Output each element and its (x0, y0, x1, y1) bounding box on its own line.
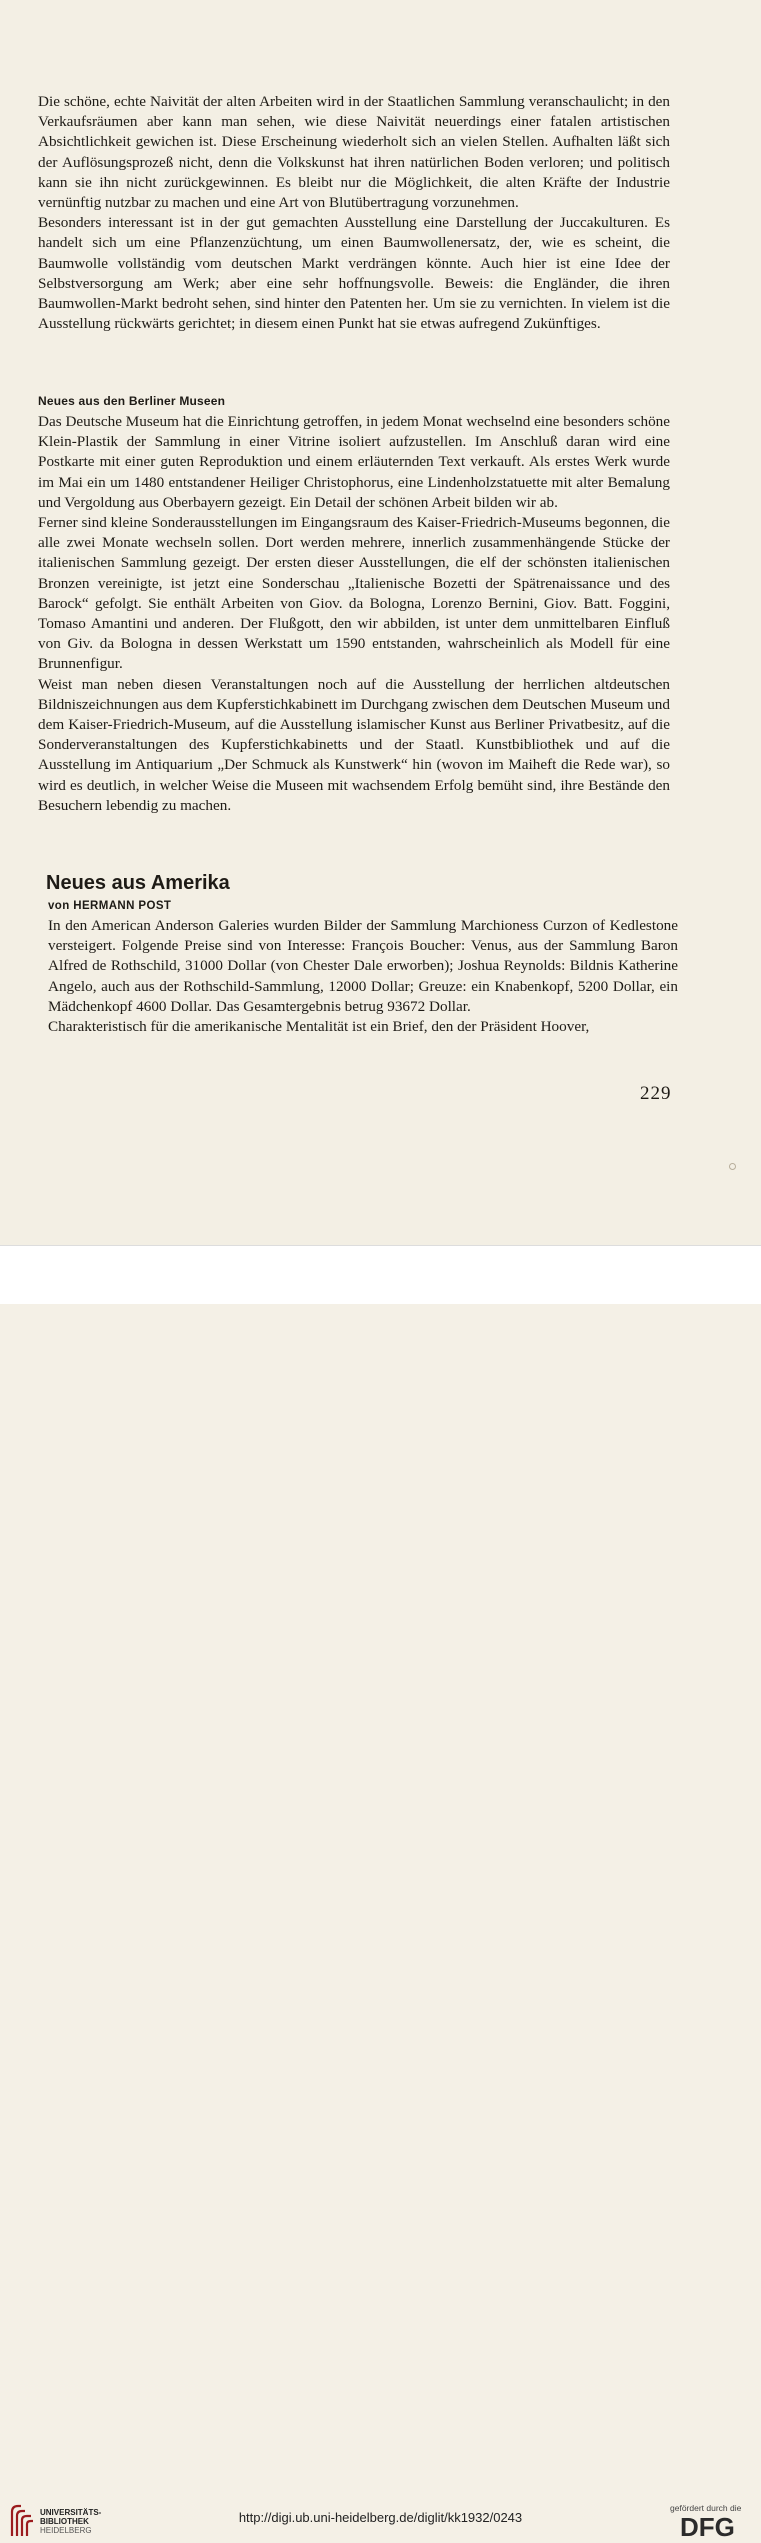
paragraph: In den American Anderson Galeries wurden Bilder der Sammlung Marchioness Curzon of Kedlestone versteigert. Folgende Preise sind von Interesse: François Boucher: Venus, aus der Sammlung Baron Alfred de Rothschild, 31000 Dollar (von Chester Dale erworben); Joshua Reynolds: Bildnis Katherine Angelo, auch aus der Rothschild-Sammlung, 12000 Dollar; Greuze: ein Knabenkopf, 5200 Dollar, ein Mädchenkopf 4600 Dollar. Das Gesamtergebnis betrug 93672 Dollar. (48, 917, 678, 1015)
section-heading-berliner-museen: Neues aus den Berliner Museen (38, 394, 226, 408)
paragraph: Die schöne, echte Naivität der alten Arbeiten wird in der Staatlichen Sammlung veranschaulicht; in den Verkaufsräumen aber kann man sehen, wie diese Naivität neuerdings einer fatalen artistischen Absichtlichkeit gewichen ist. Diese Erscheinung wiederholt sich an vielen Stellen. Aufhalten läßt sich der Auflösungsprozeß nicht, denn die Volkskunst hat ihren natürlichen Boden verloren; und politisch kann sie ihn nicht zurückgewinnen. Es bleibt nur die Möglichkeit, die alten Kräfte der Industrie vernünftig nutzbar zu machen und eine Art von Blutübertragung vorzunehmen. (38, 93, 670, 212)
section-amerika-body (48, 916, 678, 1037)
section-berliner-museen-body (38, 412, 670, 816)
viewer-footer (0, 1245, 761, 2542)
dfg-logo[interactable]: DFG (680, 2512, 735, 2542)
byline: von HERMANN POST (48, 900, 172, 912)
article-body-top (38, 92, 670, 334)
permalink-url[interactable]: http://digi.ub.uni-heidelberg.de/diglit/kk1932/0243 (238, 2510, 523, 2525)
paragraph: Das Deutsche Museum hat die Einrichtung getroffen, in jedem Monat wechselnd eine besonders schöne Klein-Plastik der Sammlung in einer Vitrine isoliert aufzustellen. Im Anschluß daran wird eine Postkarte mit einer guten Reproduktion und einem erläuternden Text verkauft. Als erstes Werk wurde im Mai ein um 1480 entstandener Heiliger Christophorus, eine Lindenholzstatuette mit alter Bemalung und Vergoldung aus Oberbayern gezeigt. Ein Detail der schönen Arbeit bilden wir ab. (38, 413, 670, 511)
funding-caption: gefördert durch die (670, 2503, 742, 2513)
paragraph: Ferner sind kleine Sonderausstellungen im Eingangsraum des Kaiser-Friedrich-Museums begonnen, die alle zwei Monate wechseln sollen. Dort werden mehrere, innerlich zusammenhängende Stücke der italienischen Sammlung gezeigt. Der ersten dieser Ausstellungen, die elf der schönsten italienischen Bronzen vereinigte, ist jetzt eine Sonderschau „Italienische Bozetti der Spätrenaissance und des Barock“ gefolgt. Sie enthält Arbeiten von Giov. da Bologna, Lorenzo Bernini, Giov. Batt. Foggini, Tomaso Amantini und anderen. Der Flußgott, den wir abbilden, ist unter dem unmittelbaren Einfluß von Giv. da Bologna in dessen Werkstatt um 1590 entstanden, wahrscheinlich als Modell für eine Brunnenfigur. (38, 514, 670, 673)
paragraph: Charakteristisch für die amerikanische Mentalität ist ein Brief, den der Präsident Hoover, (48, 1018, 590, 1036)
library-name[interactable]: UNIVERSITÄTS- BIBLIOTHEK HEIDELBERG (40, 2508, 102, 2535)
paragraph: Besonders interessant ist in der gut gemachten Ausstellung eine Darstellung der Juccakulturen. Es handelt sich um eine Pflanzenzüchtung, um einen Baumwollenersatz, der, wie es scheint, die Baumwolle vollständig vom deutschen Markt verdrängen könnte. Auch hier ist eine Idee der Selbstversorgung am Werk; aber eine sehr hoffnungsvolle. Beweis: die Engländer, die ihren Baumwollen-Markt bedroht sehen, sind hinter den Patenten her. Um sie zu vernichten. In vielem ist die Ausstellung rückwärts gerichtet; in diesem einen Punkt hat sie etwas aufregend Zukünftiges. (38, 214, 670, 333)
section-heading-amerika: Neues aus Amerika (46, 872, 230, 894)
scanned-page (0, 0, 761, 1245)
scan-speck (729, 1163, 736, 1170)
page-number: 229 (640, 1083, 672, 1104)
paragraph: Weist man neben diesen Veranstaltungen noch auf die Ausstellung der herrlichen altdeutschen Bildniszeichnungen aus dem Kupferstichkabinett im Durchgang zwischen dem Deutschen Museum und dem Kaiser-Friedrich-Museum, auf die Ausstellung islamischer Kunst aus Berliner Privatbesitz, auf die Sonderveranstaltungen des Kupferstichkabinetts und der Staatl. Kunstbibliothek und auf die Ausstellung im Antiquarium „Der Schmuck als Kunstwerk“ hin (wovon im Maiheft die Rede war), so wird es deutlich, in welcher Weise die Museen mit wachsendem Erfolg bemüht sind, ihre Bestände den Besuchern lebendig zu machen. (38, 675, 670, 814)
